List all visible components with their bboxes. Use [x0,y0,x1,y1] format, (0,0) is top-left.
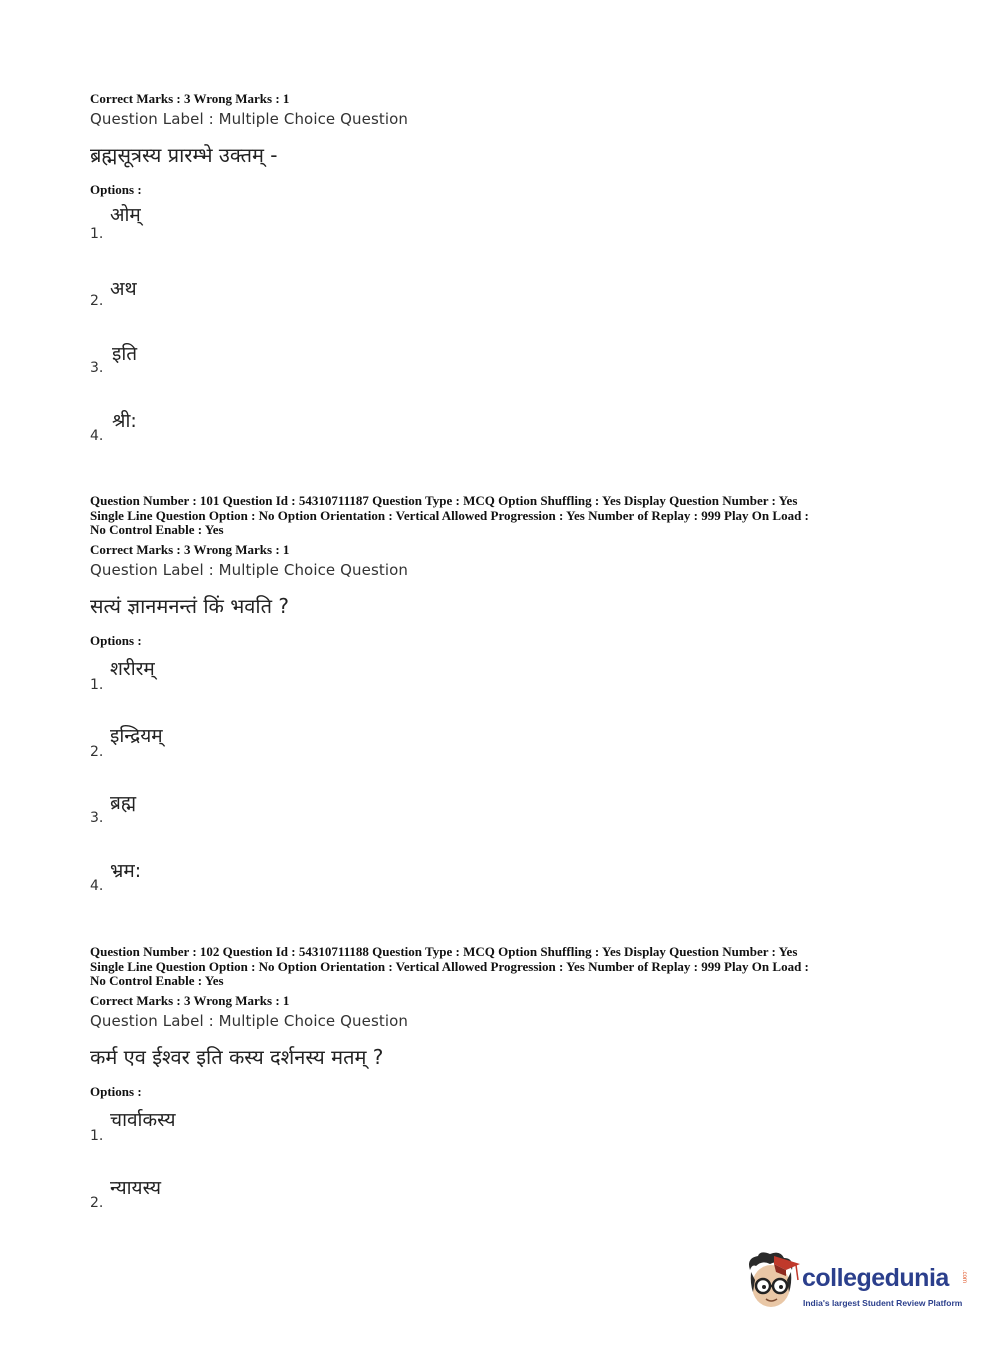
question-meta [90,494,910,538]
logo-dotcom: .com [961,1270,967,1284]
options-heading: Options : [90,1084,142,1099]
option-number: 2. [90,744,104,760]
logo-tagline: India's largest Student Review Platform [803,1298,963,1308]
question-meta [90,945,910,989]
option-text: चार्वाकस्य [110,1109,176,1131]
option-text: श्री: [112,410,137,432]
option-number: 1. [90,677,104,693]
option-number: 2. [90,293,104,309]
option-number: 1. [90,226,104,242]
option-number: 4. [90,878,104,894]
option-number: 1. [90,1128,104,1144]
meta-line: Single Line Question Option : No Option Orientation : Vertical Allowed Progression : Yes Number of Replay : 999 Play On Load : [90,507,809,523]
option-text: न्यायस्य [110,1177,161,1199]
question-label: Question Label : Multiple Choice Question [90,561,409,579]
marks-line: Correct Marks : 3 Wrong Marks : 1 [90,993,290,1008]
collegedunia-logo[interactable] [740,1248,970,1320]
option-text: अथ [110,278,137,300]
meta-line: Single Line Question Option : No Option Orientation : Vertical Allowed Progression : Yes Number of Replay : 999 Play On Load : [90,958,809,974]
question-stem: सत्यं ज्ञानमनन्तं किं भवति ? [90,594,289,618]
option-text: इति [112,343,138,365]
option-text: इन्द्रियम् [110,725,163,747]
option-number: 3. [90,810,104,826]
option-text: भ्रम: [110,860,142,882]
option-number: 2. [90,1195,104,1211]
student-mascot-icon [740,1250,802,1314]
question-stem: ब्रह्मसूत्रस्य प्रारम्भे उक्तम् - [90,143,278,167]
logo-wordmark: collegedunia [802,1264,949,1292]
marks-line: Correct Marks : 3 Wrong Marks : 1 [90,542,290,557]
options-heading: Options : [90,182,142,197]
meta-line: No Control Enable : Yes [90,522,224,537]
option-text: ओम् [110,204,141,226]
meta-line: Question Number : 102 Question Id : 54310711188 Question Type : MCQ Option Shuffling : Yes Display Question Number : Yes [90,944,798,959]
option-number: 4. [90,428,104,444]
meta-line: No Control Enable : Yes [90,973,224,988]
option-text: शरीरम् [110,658,155,680]
meta-line: Question Number : 101 Question Id : 54310711187 Question Type : MCQ Option Shuffling : Yes Display Question Number : Yes [90,493,798,508]
question-stem: कर्म एव ईश्वर इति कस्य दर्शनस्य मतम् ? [90,1045,384,1069]
question-label: Question Label : Multiple Choice Question [90,1012,409,1030]
marks-line: Correct Marks : 3 Wrong Marks : 1 [90,91,290,106]
question-label: Question Label : Multiple Choice Question [90,110,409,128]
option-text: ब्रह्म [110,792,137,814]
options-heading: Options : [90,633,142,648]
option-number: 3. [90,360,104,376]
